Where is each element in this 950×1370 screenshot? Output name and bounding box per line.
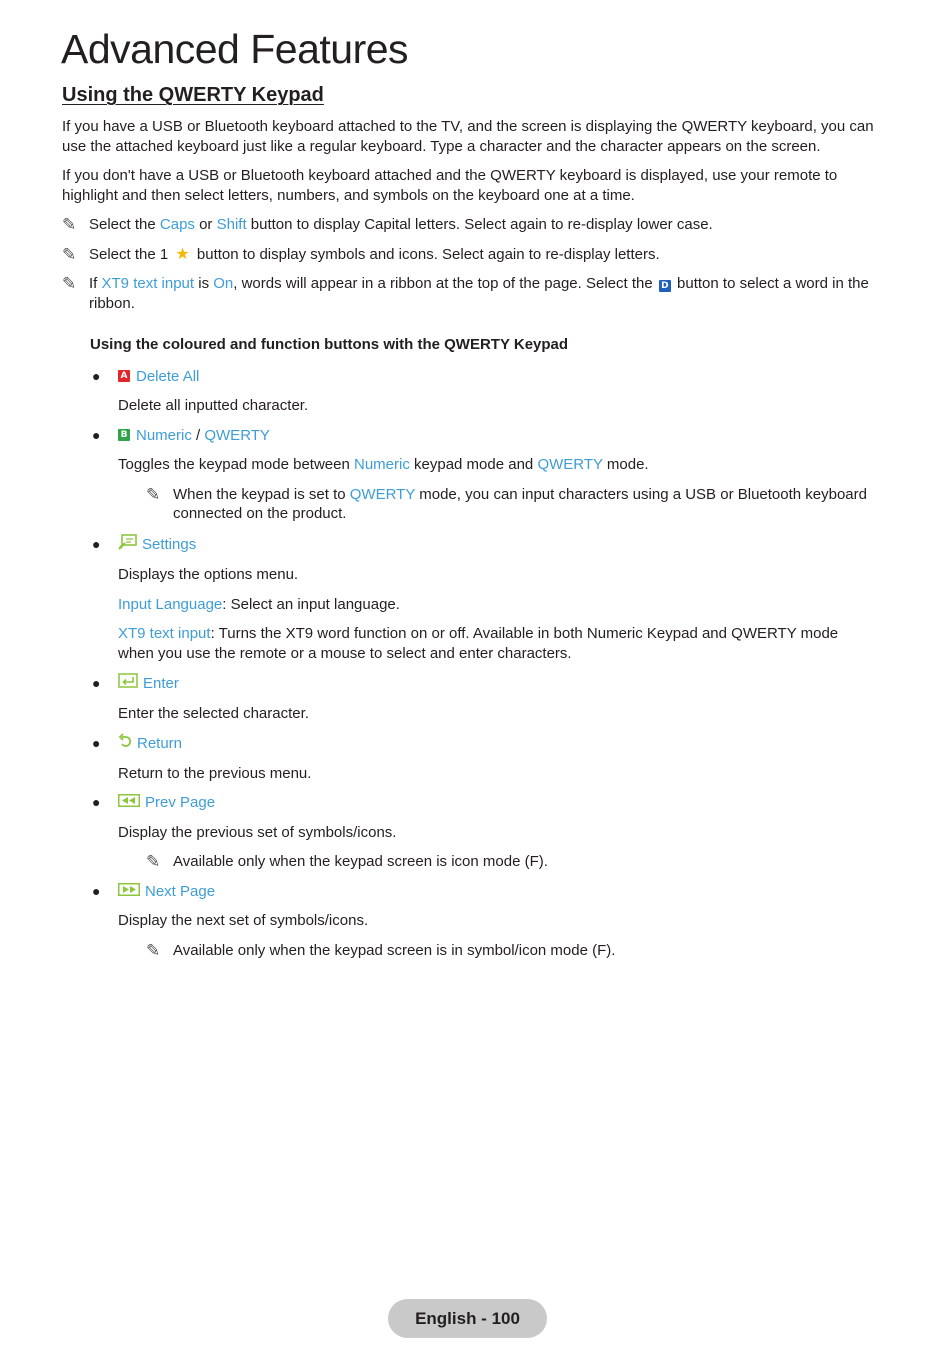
bullet: ●: [92, 794, 101, 810]
list-item-settings: [90, 534, 877, 556]
note-caps-shift: [62, 215, 877, 235]
list-item-next-page: [90, 882, 877, 902]
list-item-delete-all: [90, 367, 877, 387]
pencil-note-icon: ✎: [146, 484, 161, 504]
return-icon: [118, 733, 132, 754]
bullet: ●: [92, 882, 101, 899]
sub-heading: Using the coloured and function buttons with the QWERTY Keypad: [90, 336, 569, 353]
prev-page-label: Prev Page: [145, 794, 216, 811]
delete-all-label: Delete All: [136, 367, 200, 385]
bullet: ●: [92, 535, 101, 552]
list-item-enter: [90, 673, 877, 694]
numeric-label: Numeric: [136, 426, 192, 444]
note-symbols: [62, 245, 877, 265]
return-desc: Return to the previous menu.: [118, 764, 312, 782]
b-button-icon: B: [118, 429, 130, 441]
intro-paragraph-2: If you don't have a USB or Bluetooth keyboard attached and the QWERTY keyboard is displayed, use your remote to highlight and then select letters, numbers, and symbols on the keyboard one at a time.: [62, 167, 838, 204]
caps-link: Caps: [159, 216, 195, 233]
shift-link: Shift: [216, 216, 247, 233]
note-text: When the keypad is set to QWERTY mode, you can input characters using a USB or Bluetooth keyboard connected on the product.: [173, 485, 867, 522]
input-language-desc: Input Language: Select an input language.: [118, 595, 400, 613]
note-text: If XT9 text input is On, words will appear in a ribbon at the top of the page. Select the D button to select a word in the ribbon.: [89, 275, 869, 312]
list-item-return: [90, 733, 877, 754]
page-title: Advanced Features: [61, 26, 409, 72]
note-text: Available only when the keypad screen is icon mode (F).: [173, 853, 548, 870]
delete-all-desc: Delete all inputted character.: [118, 397, 309, 414]
numeric-desc: Toggles the keypad mode between Numeric keypad mode and QWERTY mode.: [118, 456, 649, 473]
page-number-badge: English - 100: [388, 1299, 547, 1338]
note-xt9: [62, 274, 877, 313]
fast-forward-icon: [118, 882, 140, 902]
settings-icon: [118, 534, 137, 556]
settings-label: Settings: [142, 535, 197, 553]
intro-paragraph-1: If you have a USB or Bluetooth keyboard attached to the TV, and the screen is displaying the QWERTY keyboard, you can use the attached keyboard just like a regular keyboard. Type a character and the character appears on the screen.: [62, 118, 874, 155]
list-item-numeric: ● B Numeric / QWERTY: [92, 426, 270, 444]
enter-desc: Enter the selected character.: [118, 704, 309, 722]
main-content: [62, 117, 877, 970]
note-text: Select the Caps or Shift button to display Capital letters. Select again to re-display lower case.: [89, 216, 713, 233]
settings-desc: Displays the options menu.: [118, 566, 299, 583]
xt9-desc: XT9 text input: Turns the XT9 word function on or off. Available in both Numeric Keypad and QWERTY mode when you use the remote or a mouse to select and enter characters.: [118, 625, 839, 662]
note-qwerty: [146, 485, 877, 524]
prev-page-desc: Display the previous set of symbols/icons.: [118, 823, 397, 841]
qwerty-label: QWERTY: [204, 426, 270, 444]
next-page-label: Next Page: [145, 882, 216, 900]
bullet: ●: [92, 734, 101, 751]
return-label: Return: [137, 734, 183, 752]
a-button-icon: A: [118, 370, 130, 382]
pencil-note-icon: ✎: [146, 852, 161, 871]
note-text: Select the 1 ★ button to display symbols and icons. Select again to re-display letters.: [89, 245, 660, 263]
enter-icon: [118, 673, 138, 694]
bullet: ●: [92, 367, 101, 384]
next-page-desc: Display the next set of symbols/icons.: [118, 912, 369, 929]
enter-label: Enter: [143, 674, 179, 692]
bullet: ●: [92, 426, 101, 443]
pencil-note-icon: ✎: [62, 274, 77, 293]
note-next-page: [146, 941, 877, 961]
list-item-prev-page: [90, 793, 877, 813]
section-title: Using the QWERTY Keypad: [62, 84, 324, 106]
button-list: [90, 367, 877, 961]
star-icon: ★: [175, 245, 190, 263]
d-button-icon: D: [659, 280, 671, 292]
rewind-icon: [118, 793, 140, 813]
pencil-note-icon: ✎: [146, 940, 161, 960]
xt9-link: XT9 text input: [101, 275, 195, 292]
pencil-note-icon: ✎: [62, 244, 77, 264]
on-link: On: [213, 275, 234, 292]
note-text: Available only when the keypad screen is in symbol/icon mode (F).: [173, 941, 616, 959]
bullet: ●: [92, 674, 101, 691]
pencil-note-icon: ✎: [62, 215, 77, 234]
note-prev-page: [146, 852, 877, 872]
